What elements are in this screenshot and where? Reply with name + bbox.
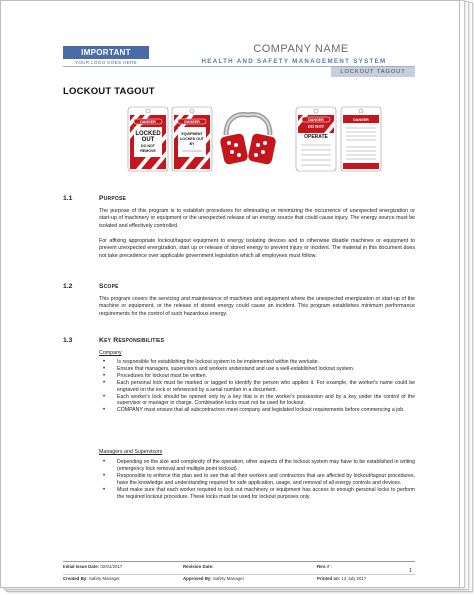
company-subheading: Company [99,350,122,356]
lockout-tag-1 [128,107,168,171]
system-name: HEALTH AND SAFETY MANAGEMENT SYSTEM [201,58,387,65]
section-number: 1.1 [63,195,73,202]
scope-paragraph: This program covers the servicing and maintenance of machines and equipment where the unexpected energization or start-up of the machine or equipment, or the release of stored energy could cause an incident. This program establishes minimum performance requirements for the control of such hazardous energy. [99,296,415,317]
list-item: • Depending on the size and complexity of the operation, other aspects of the lockout system may have to be established in writing (emergency lock removal and multiple point lockout). [99,459,415,473]
company-responsibilities-list [99,359,415,414]
tag3-danger-label: DANGER [308,117,324,122]
approved-by: Approved By: Safety Manager [183,576,245,581]
page-title: LOCKOUT TAGOUT [63,86,155,97]
managers-responsibilities-list [99,459,415,500]
section-title: Scope [99,283,119,290]
section-number: 1.3 [63,337,73,344]
tag1-line1: LOCKED [135,131,161,137]
managers-subheading: Managers and Supervisors [99,449,163,455]
tag1-line2: OUT [141,137,155,143]
lockout-hasp-icon [219,115,276,166]
footer-row-divider [63,574,415,575]
section-title: Purpose [99,195,127,202]
purpose-paragraph-2: For affixing appropriate lockout/tagout equipment to energy isolating devices and to otherwise disable machines or equipment to prevent unexpected energization, start up or release of stored energy to prevent injury or incident. The material in this document does not take precedence over applicable government legislation which all employees must follow. [99,238,415,259]
revision-number: Rev. # : [317,564,333,569]
tag1-line4: REMOVE [140,149,156,153]
tag2-line1: EQUIPMENT [181,132,203,136]
list-item: • Ensure that managers, supervisors and workers understand and use a well-established lockout system. [99,366,415,373]
purpose-paragraph-1: The purpose of this program is to establish procedures for eliminating or minimizing the occurrence of unexpected energization or start-up of machinery or equipment or the unexpected release of an energy source that could cause injury. The energy source must be isolated and effectively controlled. [99,208,415,229]
printed-on: Printed on: 13 July 2017 [317,576,367,581]
list-item: • COMPANY must ensure that all subcontractors meet company and legislated lockout requirements before commencing a job. [99,407,415,414]
page-number: 1 [409,568,412,574]
list-item: • Each personal lock must be marked or tagged to identify the person who applies it. For example, the worker's name could be engraved on the lock or referenced by a serial number in a document. [99,380,415,394]
list-item: • Each worker's lock should be opened only by a key that is in the worker's possession and by a key under the control of the supervisor or manager in charge. Combination locks must not be used for lockout. [99,394,415,408]
lockout-tag-2 [172,107,212,171]
lockout-illustrations [126,105,421,173]
tag2-line2: LOCKED OUT [180,137,204,141]
tag1-danger-label: DANGER [140,119,156,124]
tag3-line1: DO NOT [307,124,325,129]
lockout-tag-4 [341,107,381,171]
tag3-line2: OPERATE [304,134,328,140]
issue-date: Initial Issue Date: 02/01/2017 [63,564,123,569]
lockout-tag-3 [296,107,336,171]
tag2-line3: BY [189,142,195,146]
logo-badge: IMPORTANT [63,46,149,59]
document-band: LOCKOUT TAGOUT [331,67,415,77]
list-item: • Must make sure that each worker required to lock out machinery or equipment has access to enough personal locks to perform the required lockout procedure. These locks must be used for lockout purposes only. [99,487,415,501]
section-title: Key Responsibilities [99,337,165,344]
list-item: • Is responsible for establishing the lockout system to be implemented within the worksite. [99,359,415,366]
logo-subtext: YOUR LOGO GOES HERE [74,60,138,65]
footer-divider [63,561,415,562]
tag1-line3: DO NOT [141,144,155,148]
tag4-danger-label: DANGER [353,117,369,122]
list-item: • Responsible to enforce this plan and to see that all their workers and contractors that are affected by lockout/tagout procedures, have the knowledge and understanding required for safe application, usage, and removal of all energy controls and devices. [99,473,415,487]
company-name: COMPANY NAME [253,43,349,55]
section-number: 1.2 [63,283,73,290]
tag2-danger-label: DANGER [184,119,200,124]
created-by: Created By: Safety Manager [63,576,120,581]
list-item: • Procedures for lockout must be written. [99,373,415,380]
revision-date: Revision Date: [183,564,214,569]
